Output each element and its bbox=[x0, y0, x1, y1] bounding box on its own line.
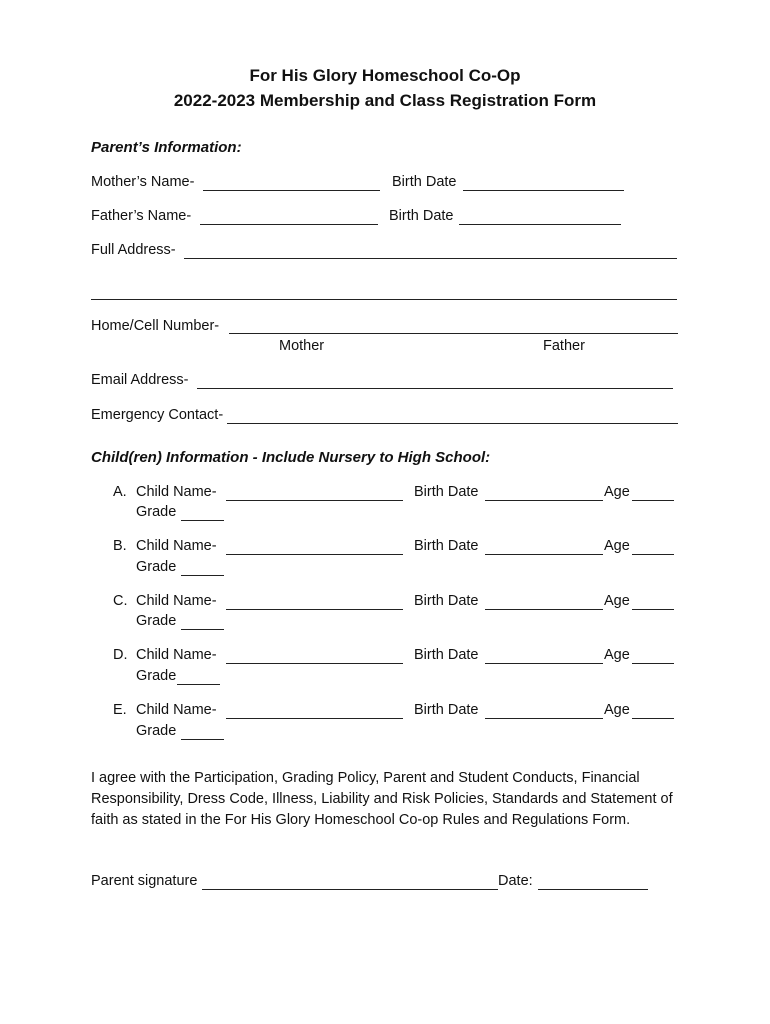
child-grade-field[interactable] bbox=[181, 520, 224, 521]
father-birth-date-field[interactable] bbox=[459, 224, 621, 225]
child-name-label: Child Name- bbox=[136, 538, 217, 554]
parent-signature-field[interactable] bbox=[202, 889, 498, 890]
child-grade-label: Grade bbox=[136, 723, 177, 739]
child-marker: A. bbox=[113, 484, 127, 500]
child-birth-date-label: Birth Date bbox=[414, 702, 479, 718]
child-age-label: Age bbox=[604, 484, 630, 500]
emergency-contact-field[interactable] bbox=[227, 423, 678, 424]
father-name-field[interactable] bbox=[200, 224, 378, 225]
children-info-heading: Child(ren) Information - Include Nursery to High School: bbox=[91, 449, 491, 466]
child-marker: C. bbox=[113, 593, 128, 609]
child-age-label: Age bbox=[604, 538, 630, 554]
child-birth-date-label: Birth Date bbox=[414, 538, 479, 554]
child-marker: B. bbox=[113, 538, 127, 554]
phone-field[interactable] bbox=[229, 333, 678, 334]
email-field[interactable] bbox=[197, 388, 673, 389]
child-grade-label: Grade bbox=[136, 559, 177, 575]
child-age-label: Age bbox=[604, 702, 630, 718]
mother-name-label: Mother’s Name- bbox=[91, 174, 195, 190]
child-age-label: Age bbox=[604, 647, 630, 663]
emergency-contact-label: Emergency Contact- bbox=[91, 407, 224, 423]
child-birth-date-label: Birth Date bbox=[414, 647, 479, 663]
child-name-field[interactable] bbox=[226, 663, 403, 664]
email-label: Email Address- bbox=[91, 372, 189, 388]
child-name-label: Child Name- bbox=[136, 593, 217, 609]
child-birth-date-field[interactable] bbox=[485, 663, 603, 664]
child-name-label: Child Name- bbox=[136, 484, 217, 500]
mother-name-field[interactable] bbox=[203, 190, 380, 191]
child-birth-date-field[interactable] bbox=[485, 500, 603, 501]
full-address-field-line2[interactable] bbox=[91, 299, 677, 300]
child-name-field[interactable] bbox=[226, 500, 403, 501]
child-birth-date-field[interactable] bbox=[485, 554, 603, 555]
form-title-line1: For His Glory Homeschool Co-Op bbox=[249, 66, 521, 85]
signature-date-field[interactable] bbox=[538, 889, 648, 890]
full-address-field[interactable] bbox=[184, 258, 677, 259]
child-age-field[interactable] bbox=[632, 500, 674, 501]
child-name-field[interactable] bbox=[226, 718, 403, 719]
form-title-line2: 2022-2023 Membership and Class Registration Form bbox=[173, 91, 597, 110]
child-age-label: Age bbox=[604, 593, 630, 609]
child-name-field[interactable] bbox=[226, 554, 403, 555]
parent-info-heading: Parent’s Information: bbox=[91, 139, 242, 156]
full-address-label: Full Address- bbox=[91, 242, 176, 258]
child-grade-field[interactable] bbox=[177, 684, 220, 685]
child-birth-date-label: Birth Date bbox=[414, 593, 479, 609]
child-name-field[interactable] bbox=[226, 609, 403, 610]
child-age-field[interactable] bbox=[632, 663, 674, 664]
child-name-label: Child Name- bbox=[136, 702, 217, 718]
child-name-label: Child Name- bbox=[136, 647, 217, 663]
child-grade-label: Grade bbox=[136, 668, 177, 684]
phone-mother-label: Mother bbox=[279, 338, 325, 354]
child-birth-date-field[interactable] bbox=[485, 609, 603, 610]
child-grade-label: Grade bbox=[136, 504, 177, 520]
child-birth-date-field[interactable] bbox=[485, 718, 603, 719]
child-grade-field[interactable] bbox=[181, 629, 224, 630]
child-marker: D. bbox=[113, 647, 128, 663]
child-grade-field[interactable] bbox=[181, 575, 224, 576]
phone-father-label: Father bbox=[543, 338, 585, 354]
child-age-field[interactable] bbox=[632, 554, 674, 555]
child-grade-label: Grade bbox=[136, 613, 177, 629]
mother-birth-date-label: Birth Date bbox=[392, 174, 457, 190]
child-birth-date-label: Birth Date bbox=[414, 484, 479, 500]
agreement-text: I agree with the Participation, Grading Policy, Parent and Student Conducts, Financial Responsibility, Dress Code, Illness, Liability and Risk Policies, Standards and Statement of faith as stated in the For His Glory Homeschool Co-op Rules and Regulations Form. bbox=[91, 770, 673, 828]
phone-label: Home/Cell Number- bbox=[91, 318, 220, 334]
father-name-label: Father’s Name- bbox=[91, 208, 192, 224]
child-age-field[interactable] bbox=[632, 718, 674, 719]
child-marker: E. bbox=[113, 702, 127, 718]
parent-signature-label: Parent signature bbox=[91, 873, 198, 889]
father-birth-date-label: Birth Date bbox=[389, 208, 454, 224]
mother-birth-date-field[interactable] bbox=[463, 190, 624, 191]
child-age-field[interactable] bbox=[632, 609, 674, 610]
child-grade-field[interactable] bbox=[181, 739, 224, 740]
signature-date-label: Date: bbox=[498, 873, 533, 889]
